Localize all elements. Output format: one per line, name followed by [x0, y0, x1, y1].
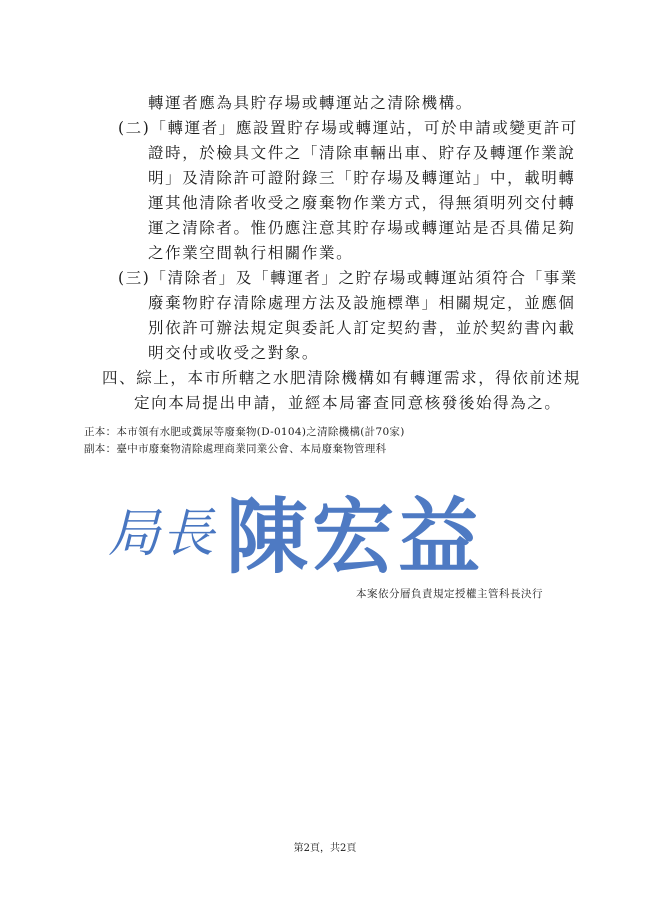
body-line: 證時，於檢具文件之「清除車輛出車、貯存及轉運作業說: [148, 144, 576, 162]
signature-name: 陳宏益: [226, 489, 485, 585]
signature-title: 局長: [108, 504, 217, 564]
page-number: 第2頁，共2頁: [293, 843, 357, 854]
body-line: (三)「清除者」及「轉運者」之貯存場或轉運站須符合「事業: [118, 269, 578, 287]
body-line: 別依許可辦法規定與委託人訂定契約書，並於契約書內載: [148, 319, 576, 337]
body-line: 轉運者應為具貯存場或轉運站之清除機構。: [148, 94, 473, 112]
copy-recipients: 副本：臺中市廢棄物清除處理商業同業公會、本局廢棄物管理科: [84, 443, 387, 455]
body-line: (二)「轉運者」應設置貯存場或轉運站，可於申請或變更許可: [118, 119, 578, 137]
body-line: 定向本局提出申請，並經本局審查同意核發後始得為之。: [134, 394, 562, 412]
body-line: 明」及清除許可證附錄三「貯存場及轉運站」中，載明轉: [148, 169, 576, 187]
body-line: 之作業空間執行相關作業。: [148, 244, 354, 262]
body-line: 明交付或收受之對象。: [148, 344, 320, 362]
body-line: 廢棄物貯存清除處理方法及設施標準」相關規定，並應個: [148, 294, 576, 312]
primary-recipients: 正本：本市領有水肥或糞尿等廢棄物(D-0104)之清除機構(計70家): [84, 426, 405, 438]
body-line: 運其他清除者收受之廢棄物作業方式，得無須明列交付轉: [148, 194, 576, 212]
delegation-note: 本案依分層負責規定授權主管科長決行: [356, 588, 543, 600]
body-line: 四、綜上，本市所轄之水肥清除機構如有轉運需求，得依前述規: [102, 369, 581, 387]
body-line: 運之清除者。惟仍應注意其貯存場或轉運站是否具備足夠: [148, 219, 576, 237]
director-signature-seal: [108, 485, 485, 585]
